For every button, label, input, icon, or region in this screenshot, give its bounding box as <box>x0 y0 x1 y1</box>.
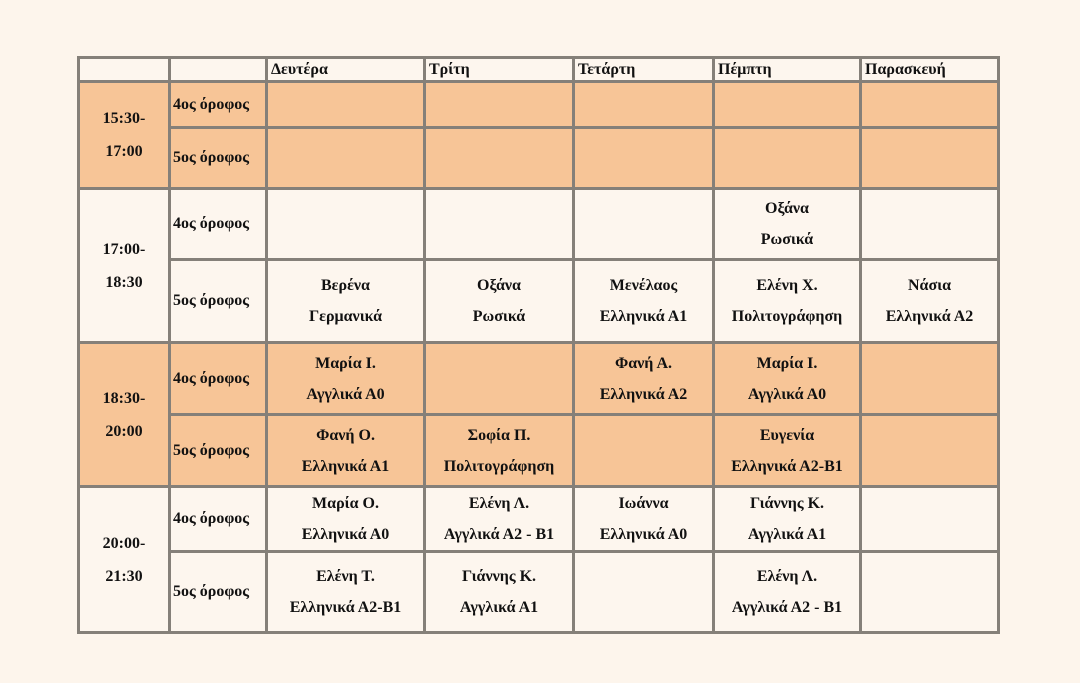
header-row <box>79 58 999 82</box>
schedule-cell <box>574 343 714 415</box>
teacher-name: Ευγενία <box>759 426 815 444</box>
schedule-cell <box>267 189 425 260</box>
teacher-name: Σοφία Π. <box>467 426 531 444</box>
schedule-cell <box>267 552 425 633</box>
schedule-cell <box>425 82 574 128</box>
floor-label: 5ος όροφος <box>170 415 267 487</box>
schedule-cell <box>574 189 714 260</box>
teacher-name: Ιωάννα <box>618 495 669 512</box>
schedule-cell <box>714 128 861 189</box>
schedule-cell <box>714 343 861 415</box>
floor-label: 5ος όροφος <box>170 128 267 189</box>
time-start: 20:00- <box>102 534 146 552</box>
header-day-thursday: Πέμπτη <box>714 58 861 82</box>
table-row <box>79 487 999 552</box>
teacher-name: Μαρία Ι. <box>756 354 818 372</box>
course-name: Αγγλικά Α2 - Β1 <box>731 599 843 616</box>
schedule-cell <box>574 128 714 189</box>
time-start: 18:30- <box>102 389 146 407</box>
course-name: Ρωσικά <box>472 308 526 325</box>
floor-label: 4ος όροφος <box>170 487 267 552</box>
course-name: Αγγλικά Α1 <box>459 599 539 616</box>
course-name: Αγγλικά Α2 - Β1 <box>443 526 555 543</box>
table-row <box>79 415 999 487</box>
schedule-cell <box>714 487 861 552</box>
time-end: 18:30 <box>105 273 143 291</box>
schedule-cell <box>267 260 425 343</box>
schedule-cell <box>574 415 714 487</box>
schedule-cell <box>574 487 714 552</box>
course-name: Πολιτογράφηση <box>731 308 843 325</box>
header-empty-floor <box>170 58 267 82</box>
schedule-cell <box>267 128 425 189</box>
schedule-cell <box>425 415 574 487</box>
header-day-wednesday: Τετάρτη <box>574 58 714 82</box>
course-name: Πολιτογράφηση <box>443 457 555 475</box>
course-name: Ελληνικά Α2 <box>599 385 688 403</box>
teacher-name: Μαρία Ο. <box>312 495 379 512</box>
course-name: Αγγλικά Α1 <box>747 526 827 543</box>
schedule-cell <box>425 260 574 343</box>
schedule-cell <box>267 343 425 415</box>
table-row <box>79 189 999 260</box>
teacher-name: Μενέλαος <box>609 277 678 294</box>
table-row <box>79 128 999 189</box>
schedule-cell <box>714 552 861 633</box>
schedule-cell <box>861 189 999 260</box>
schedule-cell <box>574 552 714 633</box>
course-name: Ελληνικά Α2-Β1 <box>731 457 843 475</box>
teacher-name: Ελένη Τ. <box>316 568 375 585</box>
schedule-cell <box>714 82 861 128</box>
teacher-name: Νάσια <box>907 277 952 294</box>
schedule-cell <box>574 260 714 343</box>
table-row <box>79 260 999 343</box>
course-name: Ελληνικά Α0 <box>599 526 688 543</box>
course-name: Αγγλικά Α0 <box>747 385 827 403</box>
course-name: Αγγλικά Α0 <box>306 385 385 403</box>
table-row <box>79 343 999 415</box>
teacher-name: Ελένη Λ. <box>756 568 818 585</box>
header-day-tuesday: Τρίτη <box>425 58 574 82</box>
time-start: 15:30- <box>102 110 146 127</box>
course-name: Ελληνικά Α0 <box>301 526 390 543</box>
table-row <box>79 552 999 633</box>
time-end: 17:00 <box>105 143 143 160</box>
floor-label: 4ος όροφος <box>170 189 267 260</box>
table-row <box>79 82 999 128</box>
time-end: 21:30 <box>105 567 143 585</box>
course-name: Ρωσικά <box>760 231 814 248</box>
time-slot <box>79 189 170 343</box>
teacher-name: Ελένη Χ. <box>756 277 818 294</box>
header-empty-time <box>79 58 170 82</box>
schedule-cell <box>861 260 999 343</box>
course-name: Ελληνικά Α2-Β1 <box>289 599 402 616</box>
teacher-name: Οξάνα <box>477 277 521 294</box>
schedule-cell <box>714 189 861 260</box>
course-name: Ελληνικά Α1 <box>301 457 390 475</box>
schedule-cell <box>574 82 714 128</box>
time-start: 17:00- <box>102 240 146 258</box>
floor-label: 5ος όροφος <box>170 260 267 343</box>
header-day-friday: Παρασκευή <box>861 58 999 82</box>
teacher-name: Φανή Ο. <box>316 426 375 444</box>
schedule-cell <box>425 487 574 552</box>
schedule-cell <box>861 82 999 128</box>
course-name: Γερμανικά <box>308 308 383 325</box>
schedule-cell <box>425 552 574 633</box>
teacher-name: Βερένα <box>321 277 370 294</box>
teacher-name: Μαρία Ι. <box>315 354 376 372</box>
schedule-cell <box>425 343 574 415</box>
header-day-monday: Δευτέρα <box>267 58 425 82</box>
schedule-cell <box>714 415 861 487</box>
course-name: Ελληνικά Α2 <box>885 308 974 325</box>
schedule-cell <box>861 343 999 415</box>
floor-label: 4ος όροφος <box>170 343 267 415</box>
schedule-cell <box>425 189 574 260</box>
floor-label: 4ος όροφος <box>170 82 267 128</box>
schedule-cell <box>267 415 425 487</box>
time-slot <box>79 487 170 633</box>
teacher-name: Οξάνα <box>765 200 809 217</box>
teacher-name: Ελένη Λ. <box>468 495 530 512</box>
schedule-cell <box>861 128 999 189</box>
time-end: 20:00 <box>105 422 143 440</box>
course-name: Ελληνικά Α1 <box>599 308 688 325</box>
floor-label: 5ος όροφος <box>170 552 267 633</box>
schedule-cell <box>267 487 425 552</box>
schedule-cell <box>267 82 425 128</box>
schedule-cell <box>861 552 999 633</box>
teacher-name: Φανή Α. <box>614 354 673 372</box>
time-slot <box>79 343 170 487</box>
teacher-name: Γιάννης Κ. <box>461 568 537 585</box>
timetable <box>77 56 1000 634</box>
schedule-cell <box>425 128 574 189</box>
schedule-cell <box>861 415 999 487</box>
teacher-name: Γιάννης Κ. <box>749 495 825 512</box>
schedule-cell <box>714 260 861 343</box>
time-slot <box>79 82 170 189</box>
schedule-cell <box>861 487 999 552</box>
